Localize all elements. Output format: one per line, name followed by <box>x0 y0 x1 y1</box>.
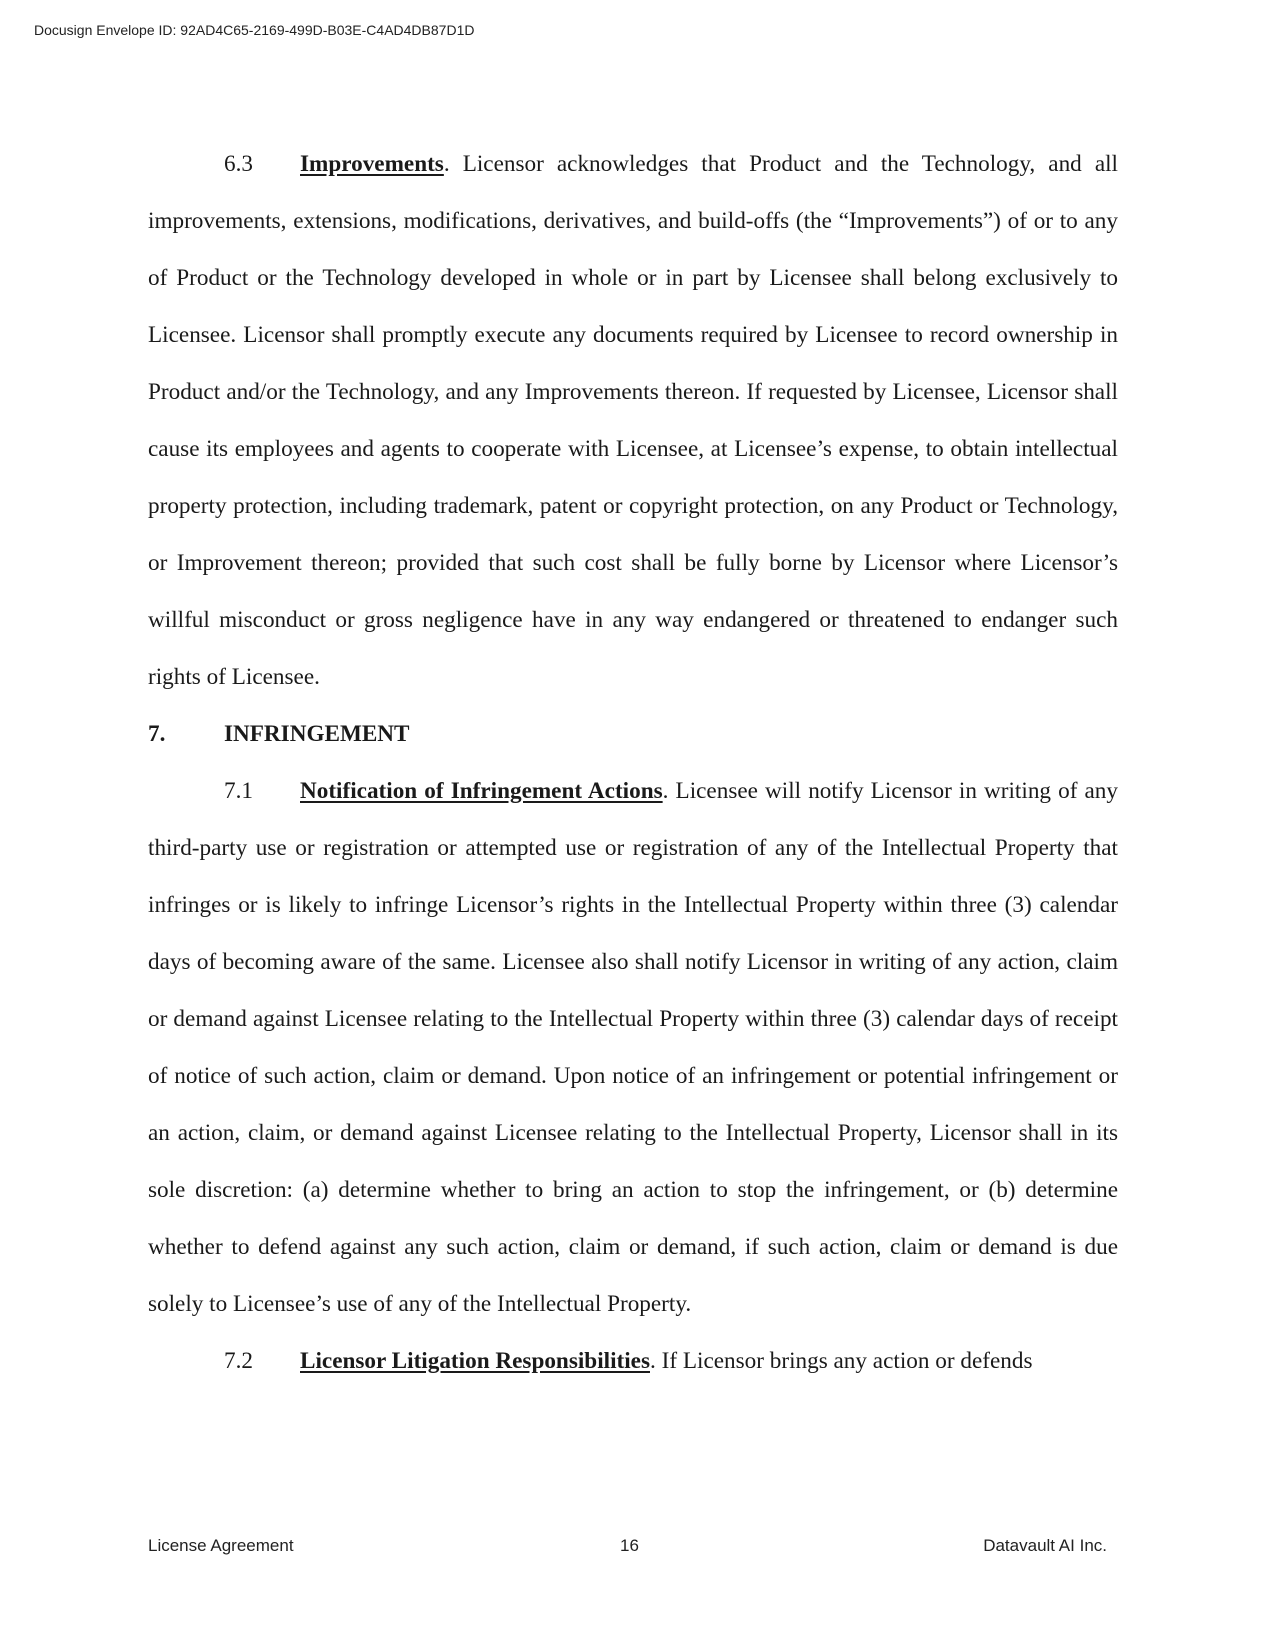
section-number: 7.2 <box>224 1348 253 1374</box>
section-number: 6.3 <box>224 151 253 177</box>
section-text: . Licensor acknowledges that Product and the Technology, and all improvements, extensions, modifications, derivatives, and build-offs (the “Improvements”) of or to any of Product or the Technology developed in whole or in part by Licensee shall belong exclusively to Licensee. Licensor shall promptly execute any documents required by Licensee to record ownership in Product and/or the Technology, and any Improvements thereon. If requested by Licensee, Licensor shall cause its employees and agents to cooperate with Licensee, at Licensee’s expense, to obtain intellectual property protection, including trademark, patent or copyright protection, on any Product or Technology, or Improvement thereon; provided that such cost shall be fully borne by Licensor where Licensor’s willful misconduct or gross negligence have in any way endangered or threatened to endanger such rights of Licensee. <box>148 151 1118 690</box>
section-7-heading <box>148 706 1118 763</box>
section-text: . Licensee will notify Licensor in writing of any third-party use or registration or attempted use or registration of any of the Intellectual Property that infringes or is likely to infringe Licensor’s rights in the Intellectual Property within three (3) calendar days of becoming aware of the same. Licensee also shall notify Licensor in writing of any action, claim or demand against Licensee relating to the Intellectual Property within three (3) calendar days of receipt of notice of such action, claim or demand. Upon notice of an infringement or potential infringement or an action, claim, or demand against Licensee relating to the Intellectual Property, Licensor shall in its sole discretion: (a) determine whether to bring an action to stop the infringement, or (b) determine whether to defend against any such action, claim or demand, if such action, claim or demand is due solely to Licensee’s use of any of the Intellectual Property. <box>148 778 1118 1317</box>
footer-page-number: 16 <box>620 1536 639 1555</box>
section-heading: Improvements <box>300 151 444 177</box>
footer-company-name: Datavault AI Inc. <box>983 1536 1107 1555</box>
document-body <box>148 136 1118 1390</box>
envelope-id: Docusign Envelope ID: 92AD4C65-2169-499D-B03E-C4AD4DB87D1D <box>34 22 475 38</box>
footer-document-title: License Agreement <box>148 1536 294 1555</box>
section-number: 7.1 <box>224 778 253 804</box>
section-7-2 <box>148 1333 1118 1390</box>
section-heading: Licensor Litigation Responsibilities <box>300 1348 650 1374</box>
section-6-3 <box>148 136 1118 706</box>
section-text: . If Licensor brings any action or defends <box>650 1348 1033 1374</box>
section-7-1 <box>148 763 1118 1333</box>
section-heading: Notification of Infringement Actions <box>300 778 663 804</box>
section-title: INFRINGEMENT <box>224 721 410 747</box>
section-number: 7. <box>148 721 166 747</box>
